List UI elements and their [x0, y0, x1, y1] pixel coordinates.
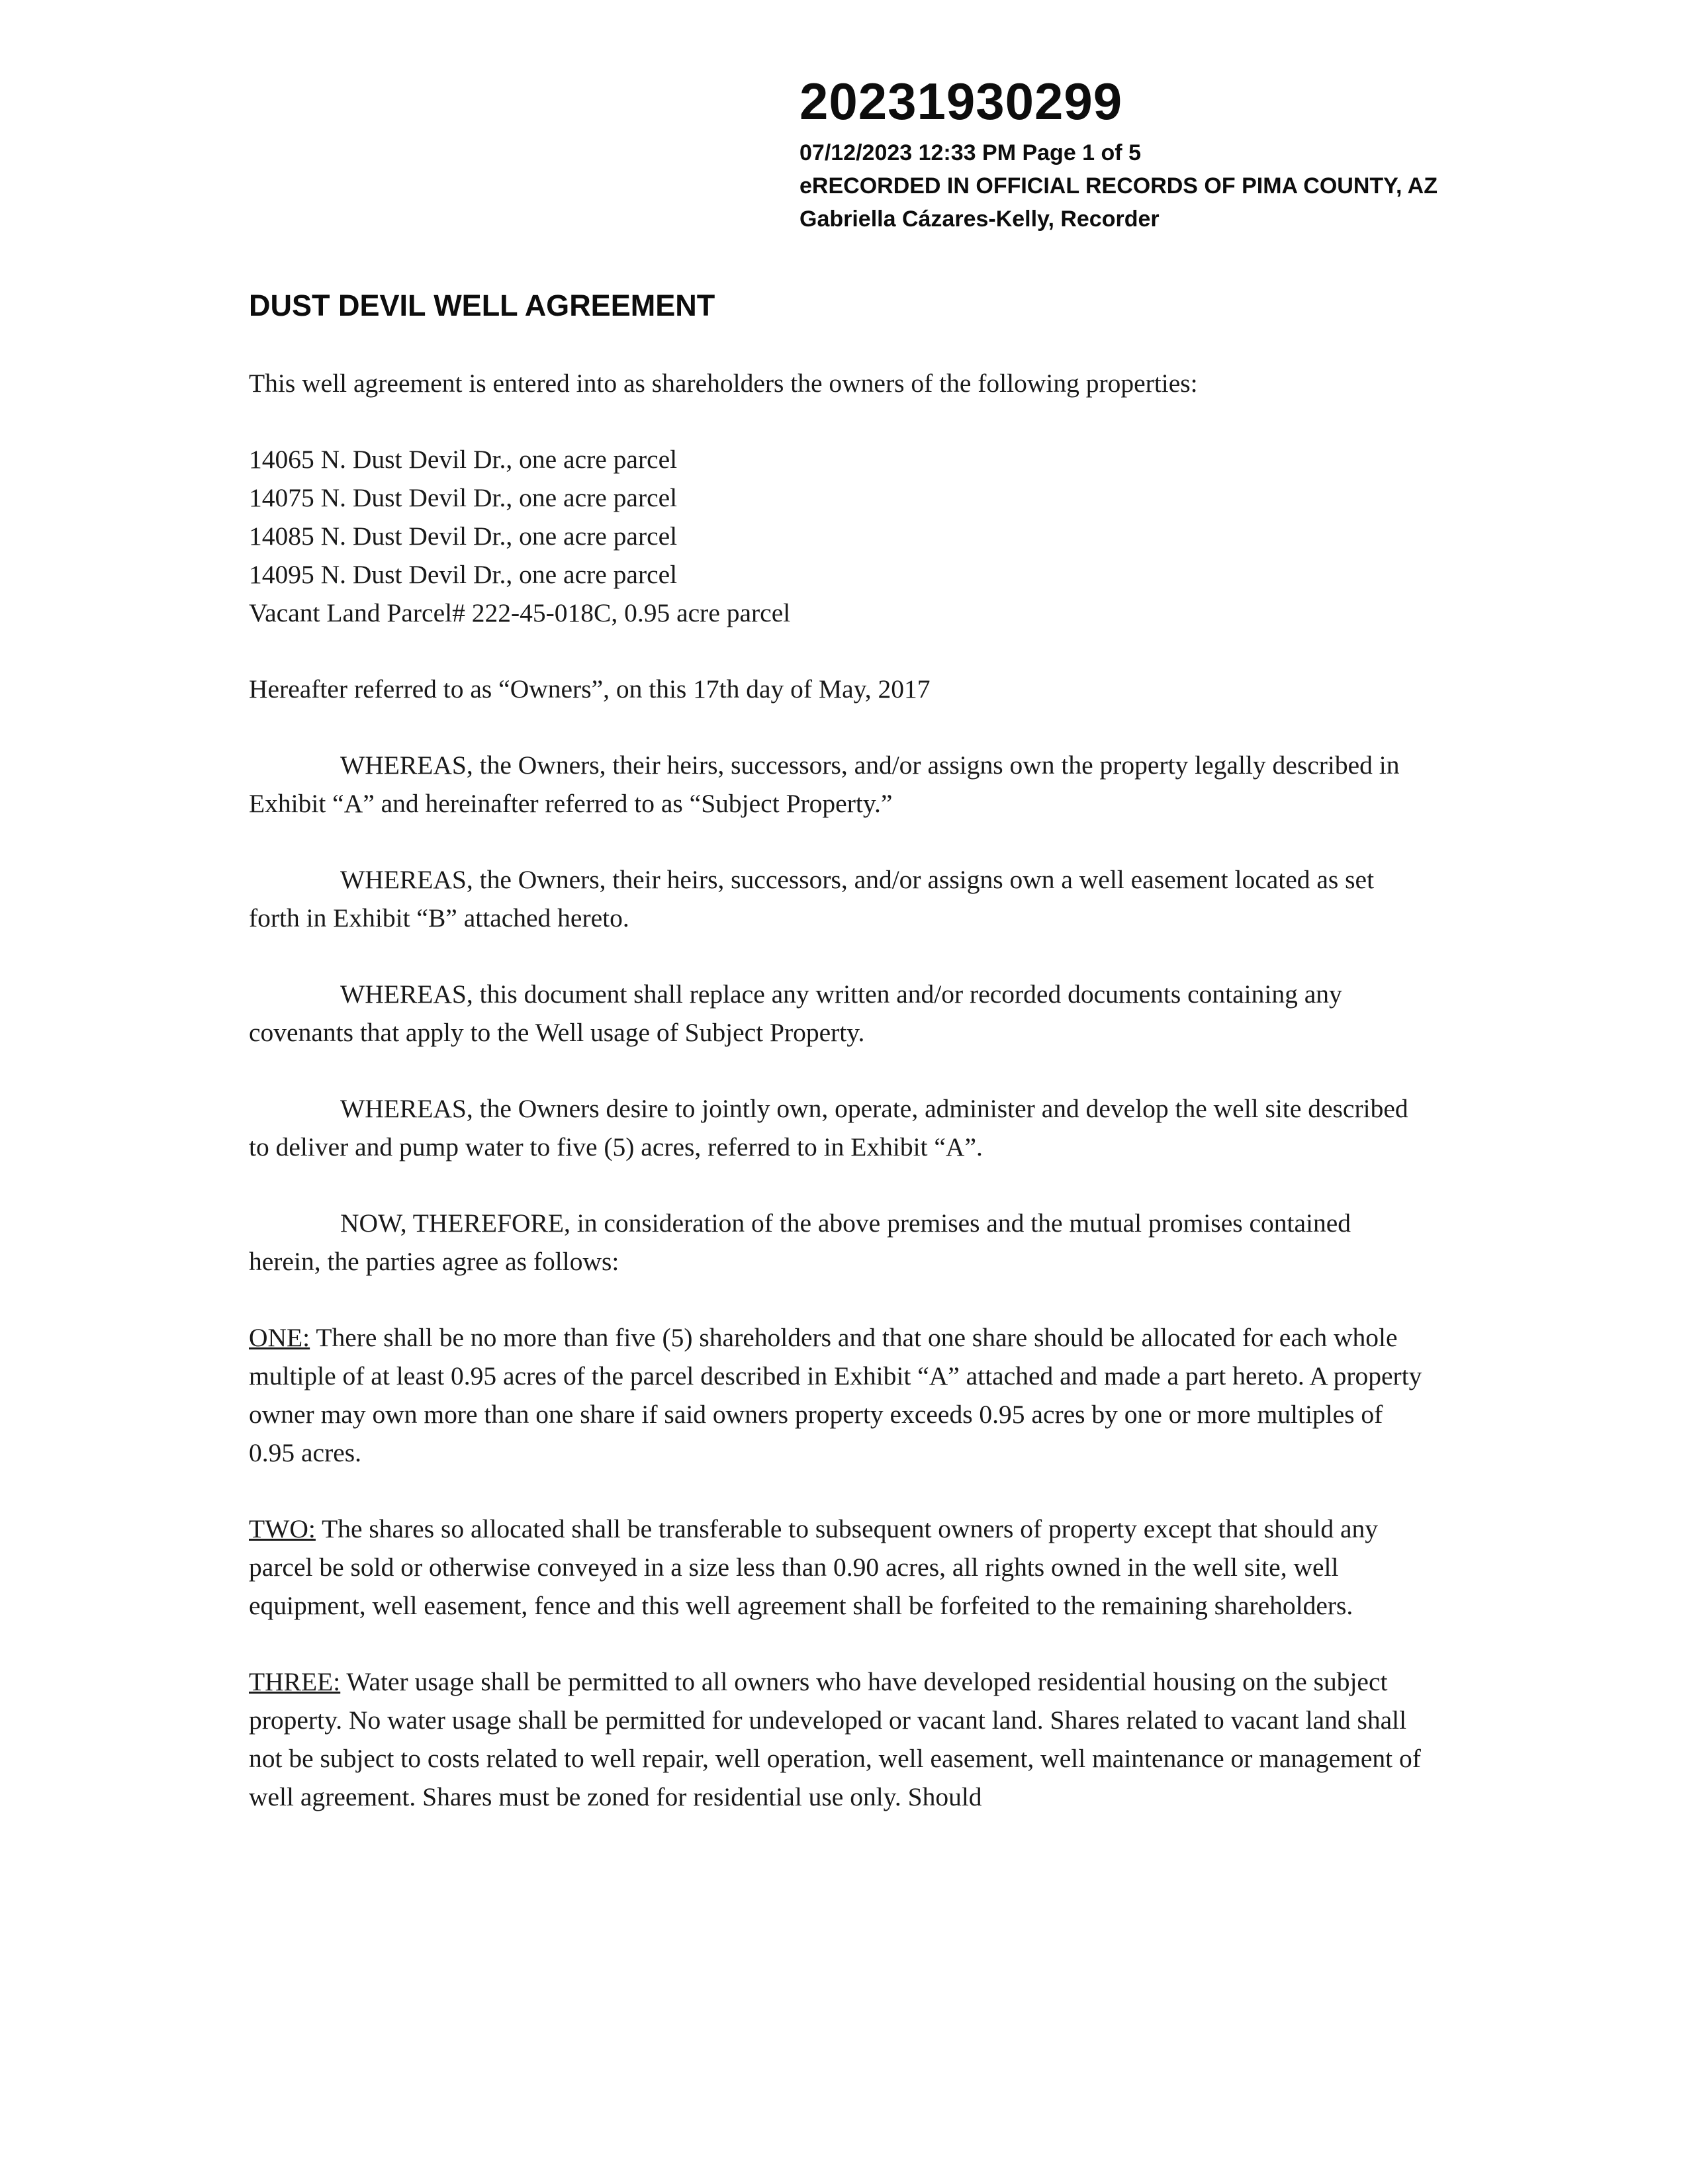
recording-datetime-page: 07/12/2023 12:33 PM Page 1 of 5 — [799, 140, 1141, 165]
property-item: Vacant Land Parcel# 222-45-018C, 0.95 acre parcel — [249, 598, 791, 627]
recording-stamp — [799, 71, 1438, 236]
section-three — [249, 1662, 1427, 1816]
section-heading: THREE: — [249, 1667, 341, 1696]
section-text: There shall be no more than five (5) shareholders and that one share should be allocated for each whole multiple of at least 0.95 acres of the parcel described in Exhibit “A” attached and made a part hereto. A property owner may own more than one share if said owners property exceeds 0.95 acres by one or more multiples of 0.95 acres. — [249, 1323, 1422, 1467]
section-two — [249, 1510, 1427, 1625]
section-text: Water usage shall be permitted to all owners who have developed residential housing on the subject property. No water usage shall be permitted for undeveloped or vacant land. Shares related to vacant land shall not be subject to costs related to well repair, well operation, well easement, well maintenance or management of well agreement. Shares must be zoned for residential use only. Should — [249, 1667, 1421, 1811]
recording-office: eRECORDED IN OFFICIAL RECORDS OF PIMA COUNTY, AZ — [799, 173, 1438, 199]
intro-paragraph: This well agreement is entered into as shareholders the owners of the following properties: — [249, 369, 1198, 398]
whereas-paragraph: WHEREAS, the Owners desire to jointly own, operate, administer and develop the well site described to deliver and pump water to five (5) acres, referred to in Exhibit “A”. — [249, 1094, 1408, 1161]
whereas-paragraph: WHEREAS, the Owners, their heirs, successors, and/or assigns own the property legally described in Exhibit “A” and hereinafter referred to as “Subject Property.” — [249, 751, 1400, 818]
section-one — [249, 1318, 1427, 1472]
hereafter-paragraph: Hereafter referred to as “Owners”, on this 17th day of May, 2017 — [249, 674, 931, 704]
section-heading: ONE: — [249, 1323, 310, 1352]
whereas-paragraph: WHEREAS, the Owners, their heirs, successors, and/or assigns own a well easement located as set forth in Exhibit “B” attached hereto. — [249, 865, 1375, 933]
property-item: 14075 N. Dust Devil Dr., one acre parcel — [249, 483, 678, 512]
section-heading: TWO: — [249, 1514, 316, 1543]
now-therefore-paragraph: NOW, THEREFORE, in consideration of the above premises and the mutual promises contained herein, the parties agree as follows: — [249, 1208, 1351, 1276]
recording-number: 20231930299 — [799, 72, 1123, 130]
document-title: DUST DEVIL WELL AGREEMENT — [249, 289, 715, 322]
whereas-paragraph: WHEREAS, this document shall replace any written and/or recorded documents containing any covenants that apply to the Well usage of Subject Property. — [249, 979, 1342, 1047]
property-item: 14085 N. Dust Devil Dr., one acre parcel — [249, 522, 678, 551]
property-item: 14065 N. Dust Devil Dr., one acre parcel — [249, 445, 678, 474]
recorder-name: Gabriella Cázares-Kelly, Recorder — [799, 206, 1160, 232]
property-item: 14095 N. Dust Devil Dr., one acre parcel — [249, 560, 678, 589]
section-text: The shares so allocated shall be transferable to subsequent owners of property except that should any parcel be sold or otherwise conveyed in a size less than 0.90 acres, all rights owned in the well site, well equipment, well easement, fence and this well agreement shall be forfeited to the remaining shareholders. — [249, 1514, 1379, 1620]
property-list — [249, 440, 1427, 632]
document-body — [249, 364, 1427, 1854]
